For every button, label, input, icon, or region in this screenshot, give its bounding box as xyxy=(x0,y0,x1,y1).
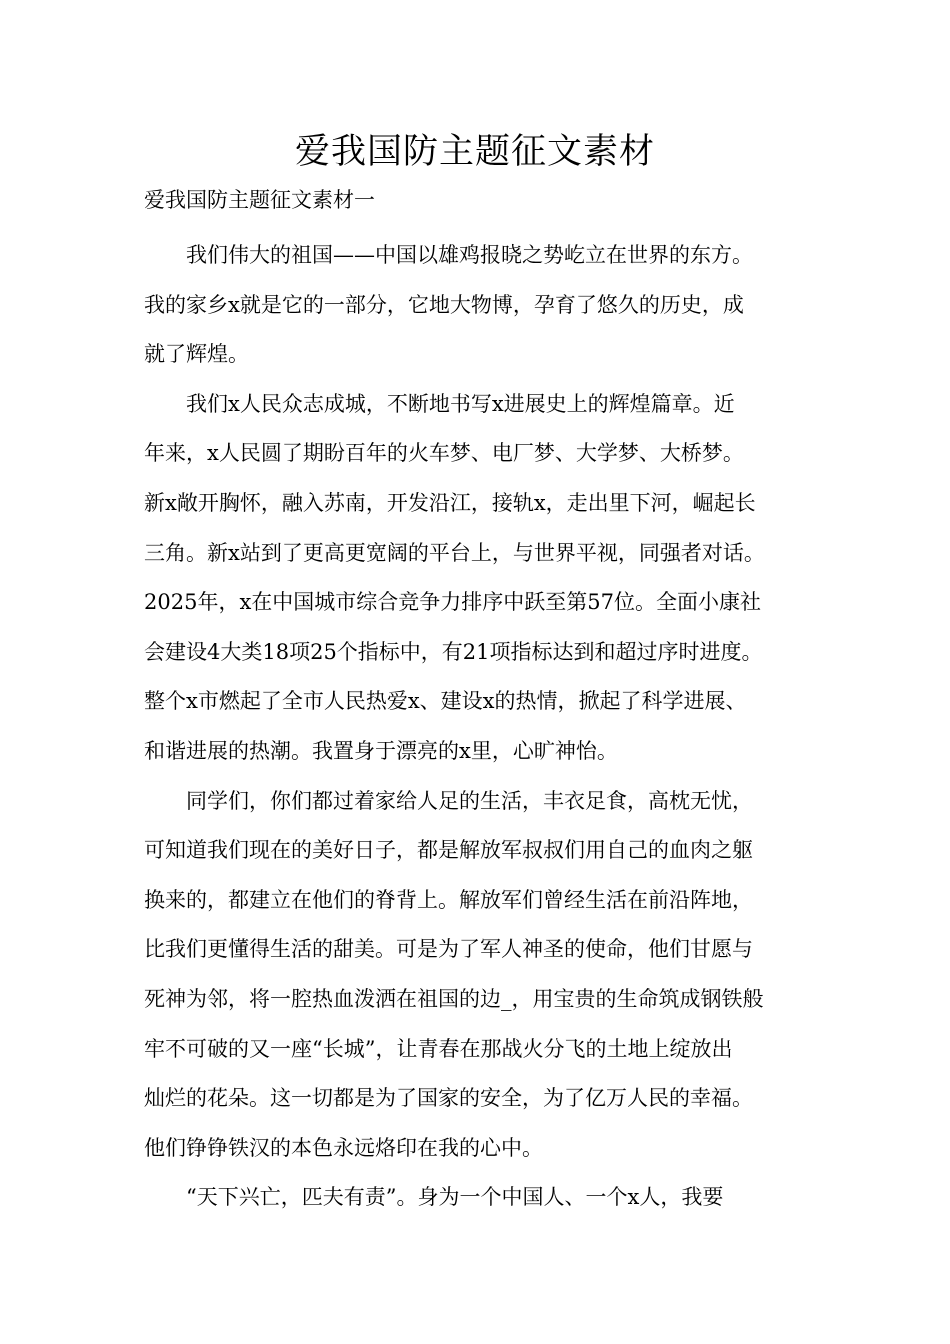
paragraph-line: 就了辉煌。 xyxy=(144,342,249,367)
paragraph-line: 三角。新x站到了更高更宽阔的平台上，与世界平视，同强者对话。 xyxy=(144,540,765,565)
paragraph-line: 我们伟大的祖国——中国以雄鸡报晓之势屹立在世界的东方。 xyxy=(186,243,753,267)
document-title: 爱我国防主题征文素材 xyxy=(294,132,655,172)
paragraph-line: 我的家乡x就是它的一部分，它地大物博，孕育了悠久的历史，成 xyxy=(144,292,744,317)
paragraph-line: 年来，x人民圆了期盼百年的火车梦、电厂梦、大学梦、大桥梦。 xyxy=(144,441,744,466)
paragraph-line: 会建设4大类18项25个指标中，有21项指标达到和超过序时进度。 xyxy=(144,639,763,664)
paragraph-line: 和谐进展的热潮。我置身于漂亮的x里，心旷神怡。 xyxy=(144,738,618,763)
paragraph-line: 比我们更懂得生活的甜美。可是为了军人神圣的使命，他们甘愿与 xyxy=(144,937,753,962)
document-subtitle: 爱我国防主题征文素材一 xyxy=(144,188,375,212)
paragraph-line: 整个x市燃起了全市人民热爱x、建设x的热情，掀起了科学进展、 xyxy=(144,689,747,714)
paragraph-line: “天下兴亡，匹夫有责”。身为一个中国人、一个x人，我要 xyxy=(186,1185,724,1210)
paragraph-1 xyxy=(144,231,824,380)
paragraph-3 xyxy=(144,777,824,1174)
document-body xyxy=(144,231,824,1223)
paragraph-line: 他们铮铮铁汉的本色永远烙印在我的心中。 xyxy=(144,1135,543,1160)
paragraph-line: 换来的，都建立在他们的脊背上。解放军们曾经生活在前沿阵地， xyxy=(144,887,753,912)
paragraph-line: 同学们，你们都过着家给人足的生活，丰衣足食，高枕无忧， xyxy=(186,788,753,813)
paragraph-line: 我们x人民众志成城，不断地书写x进展史上的辉煌篇章。近 xyxy=(186,391,735,416)
paragraph-line: 牢不可破的又一座“长城”，让青春在那战火分飞的土地上绽放出 xyxy=(144,1036,733,1061)
paragraph-line: 新x敞开胸怀，融入苏南，开发沿江，接轨x，走出里下河，崛起长 xyxy=(144,490,756,515)
paragraph-line: 可知道我们现在的美好日子，都是解放军叔叔们用自己的血肉之躯 xyxy=(144,838,753,863)
paragraph-4 xyxy=(144,1173,824,1223)
paragraph-2 xyxy=(144,380,824,777)
paragraph-line: 2025年，x在中国城市综合竞争力排序中跃至第57位。全面小康社 xyxy=(144,590,762,615)
paragraph-line: 灿烂的花朵。这一切都是为了国家的安全，为了亿万人民的幸福。 xyxy=(144,1086,753,1111)
paragraph-line: 死神为邻，将一腔热血泼洒在祖国的边_，用宝贵的生命筑成钢铁般 xyxy=(144,986,764,1011)
